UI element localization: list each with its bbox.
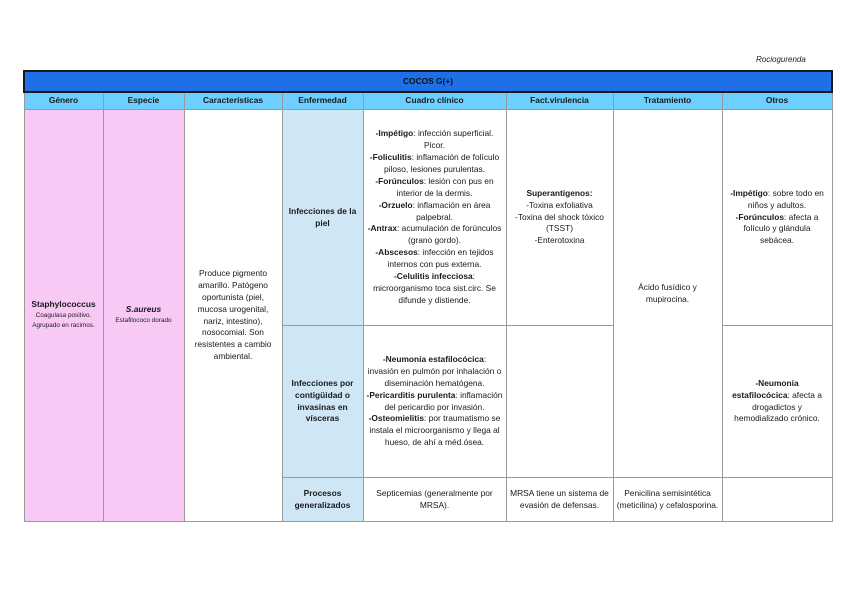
species-name: S.aureus bbox=[125, 304, 162, 315]
header-especie: Especie bbox=[103, 92, 184, 110]
author-signature: Rociogurenda bbox=[756, 55, 806, 64]
header-cuadro-clinico: Cuadro clínico bbox=[363, 92, 506, 110]
clinical-contiguity: -Neumonía estafilocócica: invasión en pulmón por inhalación o diseminación hematógena. -Pericarditis purulenta: inflamación del pericardio por invasión. -Osteomielitis: por traumatismo se instala el microorganismo y llega al hueso, de ahí a méd.ósea. bbox=[363, 326, 506, 478]
clinical-generalized: Septicemias (generalmente por MRSA). bbox=[363, 478, 506, 522]
others-contiguity: -Neumonía estafilocócica: afecta a drogadictos y hemodializado crónico. bbox=[722, 326, 832, 478]
species-desc: Estafilococo dorado bbox=[115, 317, 172, 325]
clinical-skin: -Impétigo: infección superficial. Picor. -Foliculitis: inflamación de folículo piloso, lesiones purulentas. -Forúnculos: lesión con pus en interior de la dermis. -Orzuelo: inflamación en área palpebral. -Antrax: acumulación de forúnculos (grano gordo). -Abscesos: infección en tejidos internos con pus externa. -Celulitis infecciosa: microorganismo toca sist.circ. Se difunde y distiende. bbox=[363, 110, 506, 326]
virulence-generalized: MRSA tiene un sistema de evasión de defensas. bbox=[506, 478, 613, 522]
disease-generalized: Procesos generalizados bbox=[282, 478, 363, 522]
genus-name: Staphylococcus bbox=[31, 299, 96, 310]
genus-desc: Coagulasa positivo. Agrupado en racimos. bbox=[32, 312, 95, 330]
virulence-skin: Superantígenos: -Toxina exfoliativa -Toxina del shock tóxico (TSST) -Enterotoxina bbox=[506, 110, 613, 326]
treatment-main: Ácido fusídico y mupirocina. bbox=[613, 110, 722, 478]
others-skin: -Impétigo: sobre todo en niños y adultos. -Forúnculos: afecta a folículo y glándula sebácea. bbox=[722, 110, 832, 326]
header-otros: Otros bbox=[722, 92, 832, 110]
header-fact-virulencia: Fact.virulencia bbox=[506, 92, 613, 110]
disease-skin: Infecciones de la piel bbox=[282, 110, 363, 326]
species-cell bbox=[103, 110, 184, 522]
characteristics-cell: Produce pigmento amarillo. Patógeno oportunista (piel, mucosa urogenital, nariz, intestino), nosocomial. Son resistentes a cambio ambiental. bbox=[184, 110, 282, 522]
header-caracteristicas: Características bbox=[184, 92, 282, 110]
table-title: COCOS G(+) bbox=[24, 71, 832, 92]
genus-cell bbox=[24, 110, 103, 522]
header-tratamiento: Tratamiento bbox=[613, 92, 722, 110]
treatment-generalized: Penicilina semisintética (meticilina) y cefalosporina. bbox=[613, 478, 722, 522]
disease-contiguity: Infecciones por contigüidad o invasinas en vísceras bbox=[282, 326, 363, 478]
header-genero: Género bbox=[24, 92, 103, 110]
virulence-contiguity bbox=[506, 326, 613, 478]
others-generalized bbox=[722, 478, 832, 522]
cocci-table bbox=[23, 70, 833, 522]
header-enfermedad: Enfermedad bbox=[282, 92, 363, 110]
